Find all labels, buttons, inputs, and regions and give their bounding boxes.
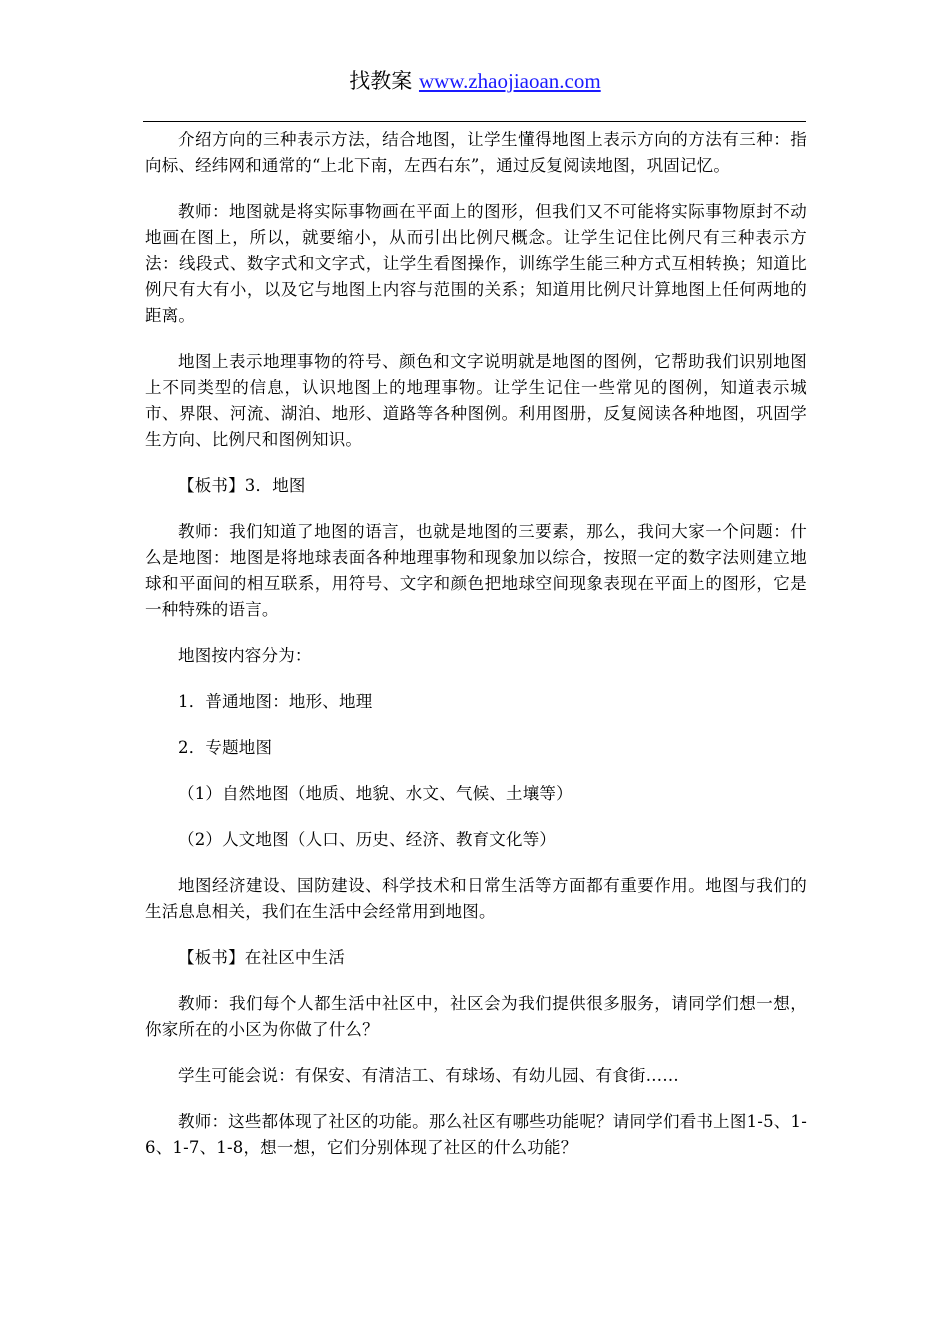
list-item-thematic-map: 2．专题地图: [178, 738, 273, 757]
paragraph-scale: 教师：地图就是将实际事物画在平面上的图形，但我们又不可能将实际事物原封不动地画在图上，所以，就要缩小，从而引出比例尺概念。让学生记住比例尺有三种表示方法：线段式、数字式和文字式，让学生看图操作，训练学生能三种方式互相转换；知道比例尺有大有小，以及它与地图上内容与范围的关系；知道用比例尺计算地图上任何两地的距离。: [145, 202, 807, 325]
blackboard-heading-map: 【板书】3．地图: [178, 476, 306, 495]
paragraph-map-usage: 地图经济建设、国防建设、科学技术和日常生活等方面都有重要作用。地图与我们的生活息息相关，我们在生活中会经常用到地图。: [145, 876, 807, 921]
paragraph-community-functions: 教师：这些都体现了社区的功能。那么社区有哪些功能呢？请同学们看书上图1-5、1-6、1-7、1-8，想一想，它们分别体现了社区的什么功能？: [145, 1112, 807, 1157]
paragraph-student-answer: 学生可能会说：有保安、有清洁工、有球场、有幼儿园、有食街……: [178, 1066, 679, 1085]
list-item-natural-map: （1）自然地图（地质、地貌、水文、气候、土壤等）: [178, 784, 573, 803]
blackboard-heading-community: 【板书】在社区中生活: [178, 948, 345, 967]
paragraph-legend: 地图上表示地理事物的符号、颜色和文字说明就是地图的图例，它帮助我们识别地图上不同类型的信息，认识地图上的地理事物。让学生记住一些常见的图例，知道表示城市、界限、河流、湖泊、地形、道路等各种图例。利用图册，反复阅读各种地图，巩固学生方向、比例尺和图例知识。: [145, 352, 807, 449]
paragraph-community-question: 教师：我们每个人都生活中社区中，社区会为我们提供很多服务，请同学们想一想，你家所在的小区为你做了什么？: [145, 994, 807, 1039]
page-header: [0, 66, 950, 96]
list-item-general-map: 1．普通地图：地形、地理: [178, 692, 373, 711]
header-site-link[interactable]: www.zhaojiaoan.com: [418, 69, 601, 93]
list-item-human-map: （2）人文地图（人口、历史、经济、教育文化等）: [178, 830, 557, 849]
paragraph-what-is-map: 教师：我们知道了地图的语言，也就是地图的三要素，那么，我问大家一个问题：什么是地图：地图是将地球表面各种地理事物和现象加以综合，按照一定的数字法则建立地球和平面间的相互联系，用符号、文字和颜色把地球空间现象表现在平面上的图形，它是一种特殊的语言。: [145, 522, 807, 619]
header-divider: [143, 121, 806, 122]
paragraph-direction-methods: 介绍方向的三种表示方法，结合地图，让学生懂得地图上表示方向的方法有三种：指向标、经纬网和通常的“上北下南，左西右东”，通过反复阅读地图，巩固记忆。: [145, 130, 807, 175]
document-body: [145, 127, 807, 1181]
header-title: 找教案: [349, 69, 419, 93]
paragraph-map-types-intro: 地图按内容分为：: [178, 646, 312, 665]
